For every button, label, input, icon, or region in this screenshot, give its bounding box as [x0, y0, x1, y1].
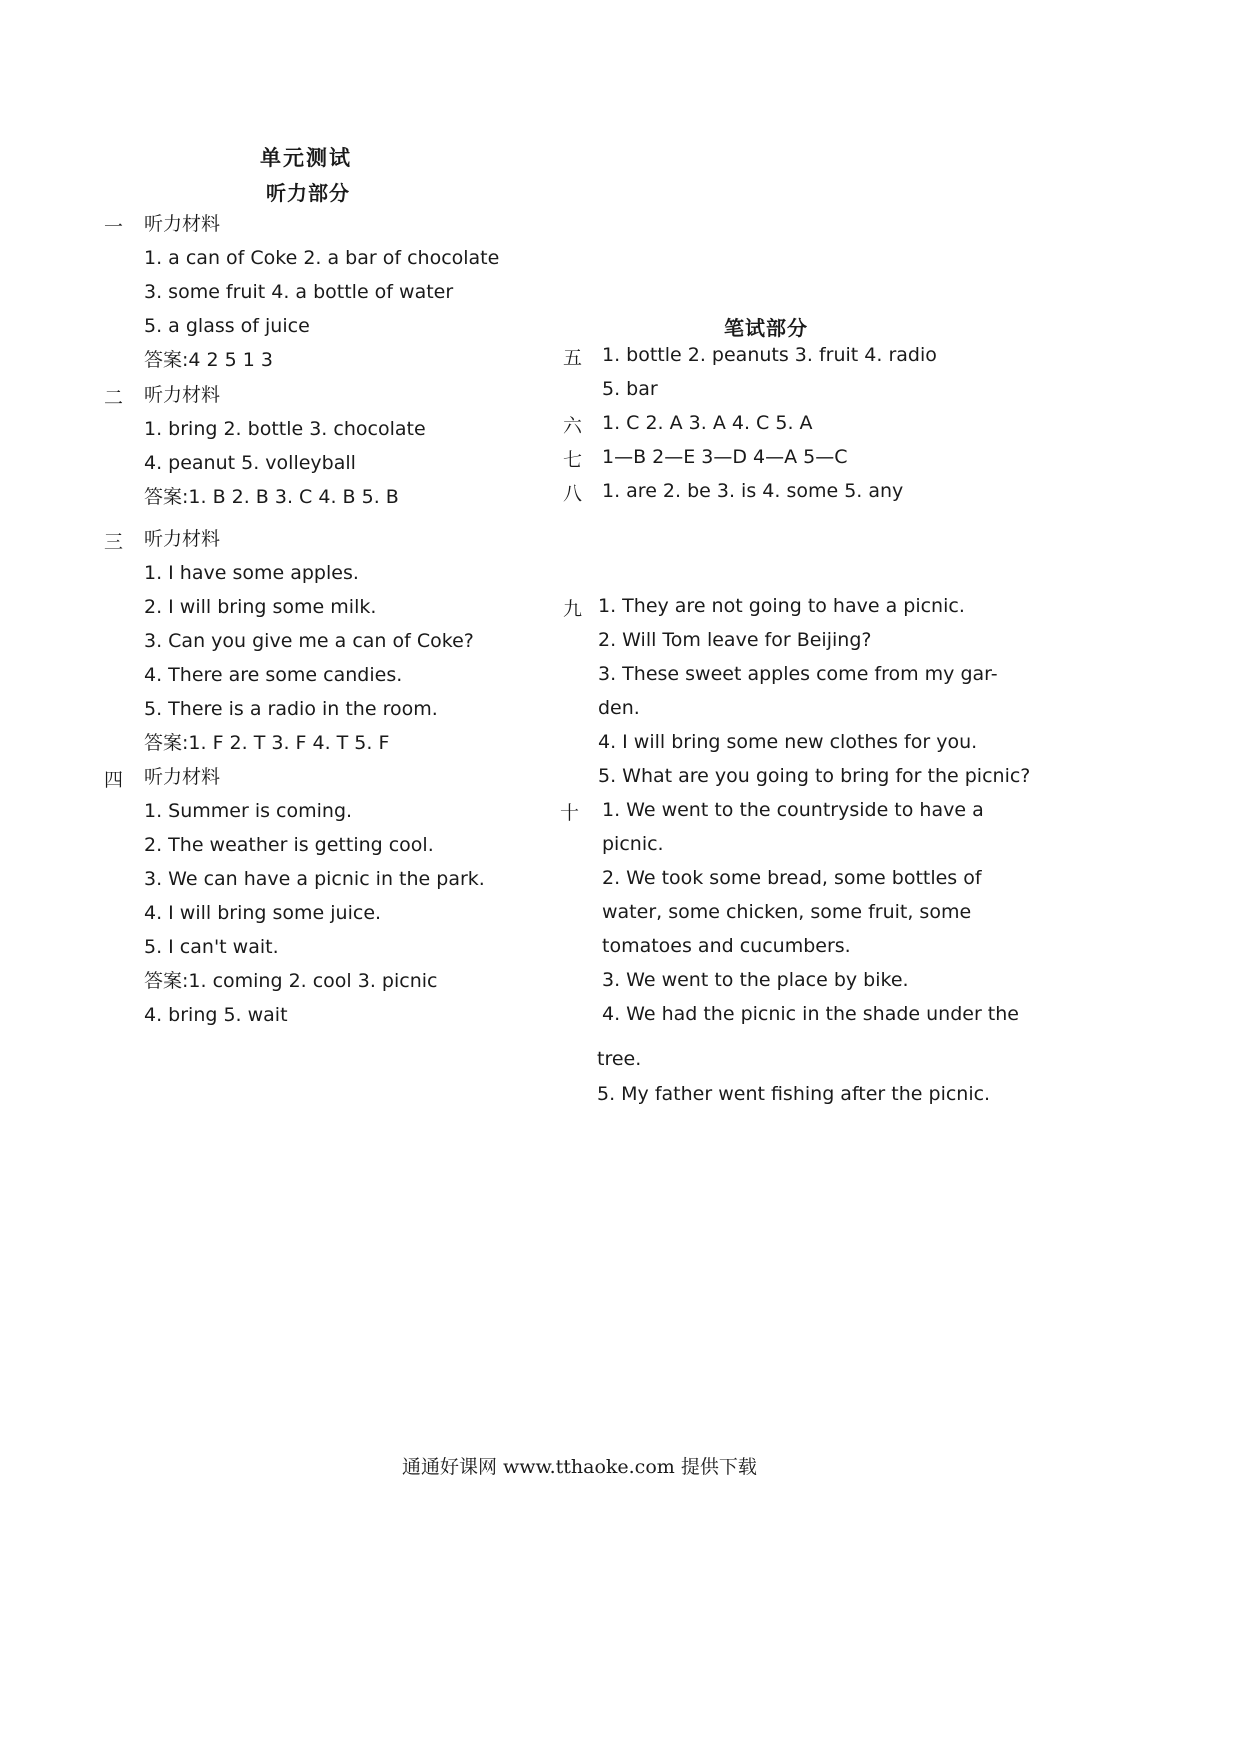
list-item: 4. peanut 5. volleyball	[144, 452, 356, 474]
list-item: picnic.	[602, 833, 664, 855]
section-number: 四	[104, 769, 124, 791]
section-number: 五	[563, 347, 583, 369]
list-item: 1. I have some apples.	[144, 562, 359, 584]
section-number: 三	[104, 531, 124, 553]
list-item: 2. The weather is getting cool.	[144, 834, 434, 856]
list-item: tomatoes and cucumbers.	[602, 935, 851, 957]
list-item: 5. My father went fishing after the picnic.	[597, 1083, 991, 1105]
written-heading: 笔试部分	[724, 316, 808, 340]
footer-text: 通通好课网 www.tthaoke.com 提供下载	[402, 1456, 757, 1478]
list-item: 3. some fruit 4. a bottle of water	[144, 281, 454, 303]
page-title: 单元测试	[260, 146, 352, 170]
listening-heading: 听力部分	[266, 181, 350, 205]
list-item: 5. What are you going to bring for the picnic?	[598, 765, 1031, 787]
answer-line: 4. bring 5. wait	[144, 1004, 288, 1026]
list-item: den.	[598, 697, 640, 719]
list-item: 3. These sweet apples come from my gar-	[598, 663, 998, 685]
list-item: 1. Summer is coming.	[144, 800, 353, 822]
answer-line: 答案:1. coming 2. cool 3. picnic	[144, 970, 438, 992]
section-label: 听力材料	[144, 766, 221, 788]
list-item: 4. I will bring some new clothes for you.	[598, 731, 978, 753]
list-item: 1. bring 2. bottle 3. chocolate	[144, 418, 426, 440]
list-item: 5. I can't wait.	[144, 936, 279, 958]
list-item: 2. I will bring some milk.	[144, 596, 377, 618]
section-number: 七	[563, 449, 583, 471]
list-item: tree.	[597, 1048, 642, 1070]
answer-line: 答案:4 2 5 1 3	[144, 349, 274, 371]
list-item: 4. I will bring some juice.	[144, 902, 382, 924]
list-item: 5. a glass of juice	[144, 315, 310, 337]
section-label: 听力材料	[144, 528, 221, 550]
list-item: water, some chicken, some fruit, some	[602, 901, 972, 923]
list-item: 3. We can have a picnic in the park.	[144, 868, 485, 890]
list-item: 3. Can you give me a can of Coke?	[144, 630, 474, 652]
list-item: 4. There are some candies.	[144, 664, 403, 686]
section-number: 十	[560, 802, 580, 824]
list-item: 1—B 2—E 3—D 4—A 5—C	[602, 446, 848, 468]
list-item: 1. bottle 2. peanuts 3. fruit 4. radio	[602, 344, 937, 366]
section-number: 八	[563, 483, 583, 505]
list-item: 1. a can of Coke 2. a bar of chocolate	[144, 247, 500, 269]
list-item: 4. We had the picnic in the shade under the	[602, 1003, 1019, 1025]
section-number: 六	[563, 415, 583, 437]
section-label: 听力材料	[144, 384, 221, 406]
list-item: 1. We went to the countryside to have a	[602, 799, 984, 821]
list-item: 2. We took some bread, some bottles of	[602, 867, 982, 889]
list-item: 3. We went to the place by bike.	[602, 969, 909, 991]
list-item: 5. There is a radio in the room.	[144, 698, 438, 720]
answer-line: 答案:1. F 2. T 3. F 4. T 5. F	[144, 732, 390, 754]
list-item: 1. They are not going to have a picnic.	[598, 595, 965, 617]
answer-line: 答案:1. B 2. B 3. C 4. B 5. B	[144, 486, 399, 508]
list-item: 2. Will Tom leave for Beijing?	[598, 629, 872, 651]
list-item: 1. C 2. A 3. A 4. C 5. A	[602, 412, 813, 434]
section-number: 一	[104, 216, 124, 238]
section-number: 二	[104, 387, 124, 409]
section-label: 听力材料	[144, 213, 221, 235]
list-item: 5. bar	[602, 378, 658, 400]
section-number: 九	[563, 598, 583, 620]
list-item: 1. are 2. be 3. is 4. some 5. any	[602, 480, 904, 502]
